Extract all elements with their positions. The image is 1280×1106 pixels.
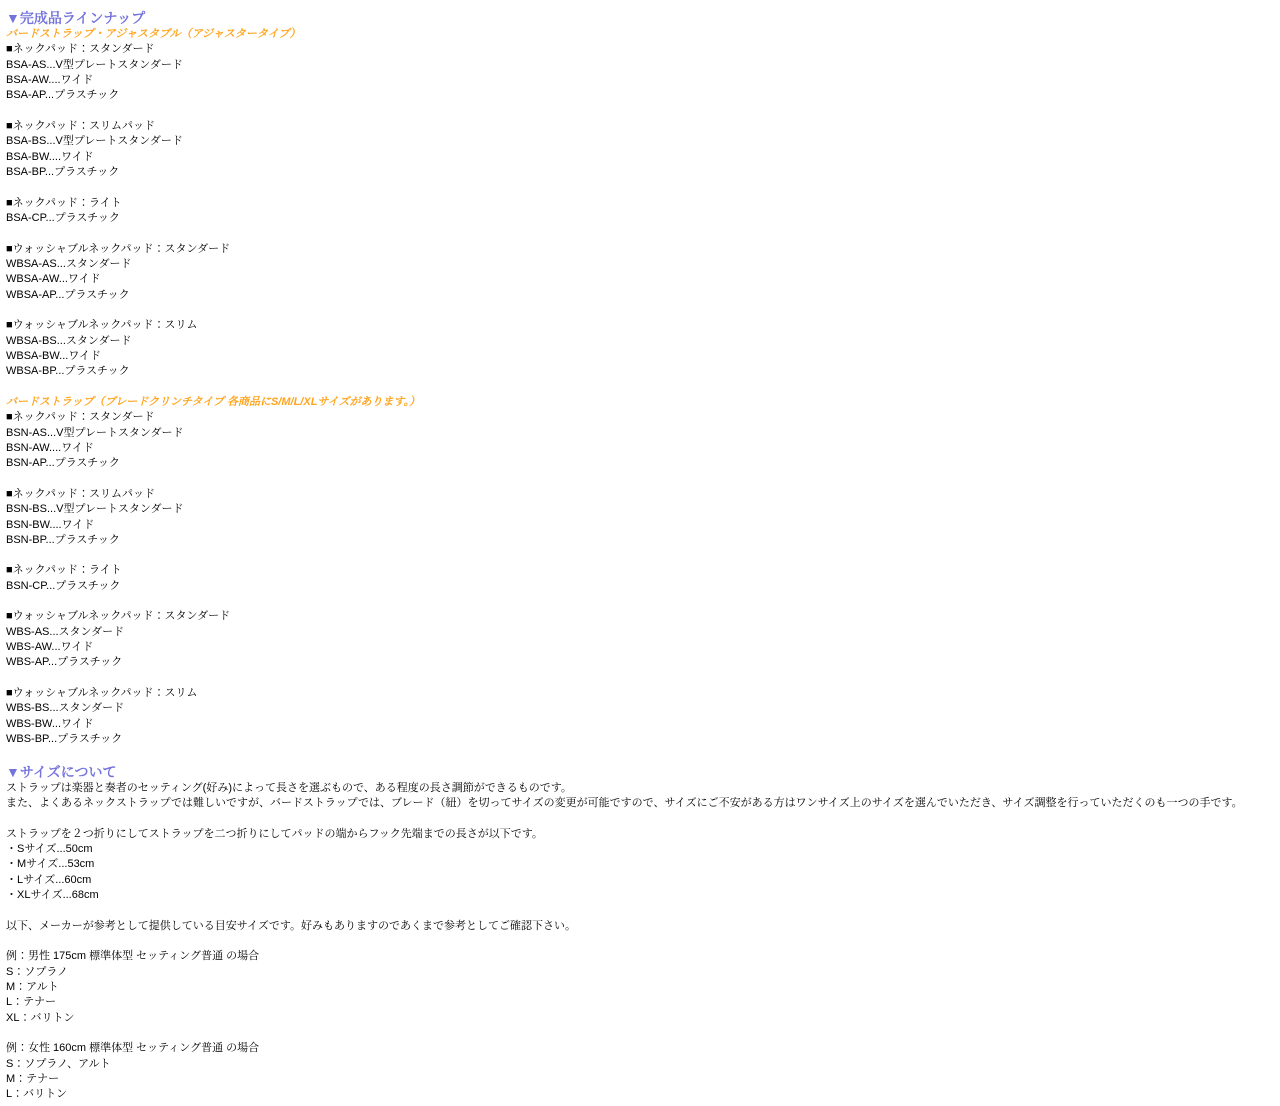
size-length-item: ・Sサイズ...50cm — [6, 843, 93, 856]
product-item: BSA-BS...V型プレートスタンダード — [6, 135, 183, 148]
braid-clinch-strap-family — [6, 395, 1274, 748]
group-header: ■ネックパッド：スタンダード — [6, 43, 155, 56]
product-group — [6, 563, 1274, 594]
size-intro-line: ストラップは楽器と奏者のセッティング(好み)によって長さを選ぶもので、ある程度の長さ調節ができるものです。 — [6, 781, 572, 794]
product-group — [6, 686, 1274, 747]
product-group — [6, 42, 1274, 103]
example-row: M：テナー — [6, 1072, 60, 1085]
product-group — [6, 196, 1274, 227]
product-item: WBSA-AW...ワイド — [6, 273, 101, 286]
group-header: ■ネックパッド：ライト — [6, 564, 122, 577]
product-item: BSN-BS...V型プレートスタンダード — [6, 503, 184, 516]
product-item: BSN-AW....ワイド — [6, 441, 94, 454]
product-item: WBSA-BP...プラスチック — [6, 365, 130, 378]
product-item: WBSA-BW...ワイド — [6, 349, 102, 362]
example-row: L：バリトン — [6, 1088, 68, 1101]
product-item: WBSA-AS...スタンダード — [6, 257, 132, 270]
product-item: BSA-AW....ワイド — [6, 73, 94, 86]
product-item: WBS-AW...ワイド — [6, 641, 94, 654]
product-item: WBS-AP...プラスチック — [6, 656, 123, 669]
group-header: ■ウォッシャブルネックパッド：スタンダード — [6, 242, 231, 255]
product-item: WBS-BP...プラスチック — [6, 733, 123, 746]
length-note: ストラップを２つ折りにしてストラップを二つ折りにしてパッドの端からフック先端までの長さが以下です。 — [6, 827, 543, 840]
lineup-section-heading: ▼完成品ラインナップ — [6, 10, 146, 26]
size-section-heading: ▼サイズについて — [6, 763, 117, 780]
example-male-block — [6, 949, 1274, 1026]
product-item: WBSA-BS...スタンダード — [6, 334, 132, 347]
product-item: WBS-BW...ワイド — [6, 717, 94, 730]
group-header: ■ネックパッド：スリムパッド — [6, 487, 155, 500]
group-header: ■ネックパッド：スタンダード — [6, 411, 155, 424]
product-item: BSN-AP...プラスチック — [6, 457, 120, 470]
product-item: BSA-AP...プラスチック — [6, 89, 120, 102]
example-row: XL：バリトン — [6, 1011, 75, 1024]
group-header: ■ウォッシャブルネックパッド：スリム — [6, 687, 198, 700]
product-item: WBSA-AP...プラスチック — [6, 288, 130, 301]
adjustable-strap-family — [6, 27, 1274, 380]
product-group — [6, 119, 1274, 180]
product-item: WBS-AS...スタンダード — [6, 625, 125, 638]
family-title: バードストラップ・アジャスタブル（アジャスタータイプ） — [6, 28, 301, 40]
example-header: 例：男性 175cm 標準体型 セッティング普通 の場合 — [6, 950, 260, 963]
size-length-paragraph — [6, 827, 1274, 904]
example-header: 例：女性 160cm 標準体型 セッティング普通 の場合 — [6, 1042, 260, 1055]
product-item: WBS-BS...スタンダード — [6, 702, 125, 715]
size-section — [6, 781, 1274, 1103]
product-item: BSA-CP...プラスチック — [6, 211, 120, 224]
reference-note-paragraph — [6, 919, 1274, 934]
group-header: ■ウォッシャブルネックパッド：スリム — [6, 319, 198, 332]
product-item: BSN-AS...V型プレートスタンダード — [6, 426, 184, 439]
product-item: BSA-BW....ワイド — [6, 150, 94, 163]
product-group — [6, 609, 1274, 670]
product-item: BSA-BP...プラスチック — [6, 165, 120, 178]
example-row: S：ソプラノ、アルト — [6, 1057, 111, 1070]
product-item: BSN-CP...プラスチック — [6, 579, 121, 592]
product-group — [6, 318, 1274, 379]
reference-note: 以下、メーカーが参考として提供している目安サイズです。好みもありますのであくまで参考としてご確認下さい。 — [6, 919, 577, 932]
product-item: BSA-AS...V型プレートスタンダード — [6, 58, 183, 71]
product-group — [6, 242, 1274, 303]
size-intro-line: また、よくあるネックストラップでは難しいですが、バードストラップでは、ブレード（紐）を切ってサイズの変更が可能ですので、サイズにご不安がある方はワンサイズ上のサイズを選んでいただき、サイズ調整を行っていただくのも一つの手です。 — [6, 797, 1243, 810]
example-row: M：アルト — [6, 981, 59, 994]
size-length-item: ・Lサイズ...60cm — [6, 873, 92, 886]
product-group — [6, 487, 1274, 548]
product-group — [6, 410, 1274, 471]
size-length-item: ・XLサイズ...68cm — [6, 889, 99, 902]
product-item: BSN-BP...プラスチック — [6, 533, 120, 546]
example-row: L：テナー — [6, 996, 57, 1009]
size-intro-paragraph — [6, 781, 1274, 812]
product-item: BSN-BW....ワイド — [6, 518, 95, 531]
group-header: ■ウォッシャブルネックパッド：スタンダード — [6, 610, 231, 623]
size-length-item: ・Mサイズ...53cm — [6, 858, 95, 871]
family-title: バードストラップ（ブレードクリンチタイプ 各商品にS/M/L/XLサイズがあります。） — [6, 395, 421, 408]
example-row: S：ソプラノ — [6, 965, 69, 978]
example-female-block — [6, 1041, 1274, 1102]
group-header: ■ネックパッド：スリムパッド — [6, 119, 155, 132]
group-header: ■ネックパッド：ライト — [6, 196, 122, 209]
